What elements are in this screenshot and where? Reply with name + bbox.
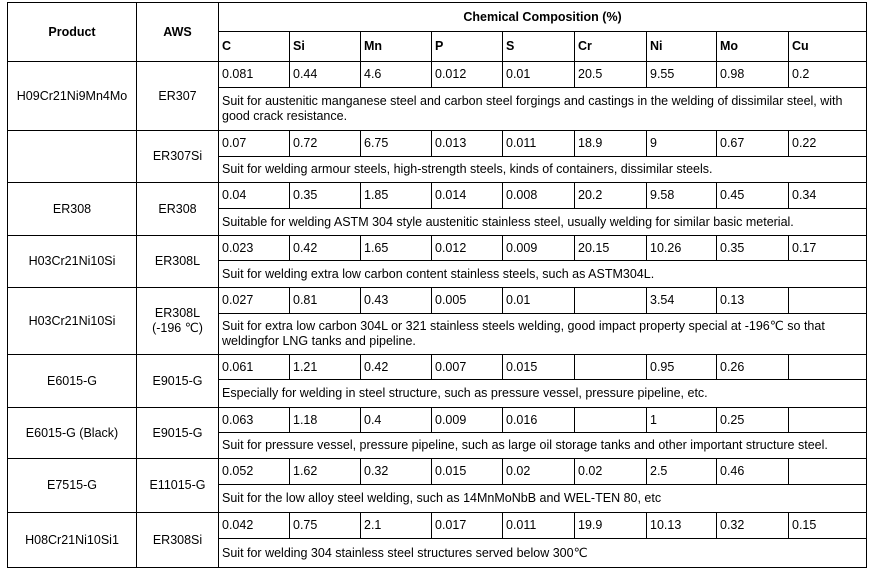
value-cell-cu [789, 408, 867, 433]
value-cell-c: 0.081 [219, 62, 290, 88]
value-cell-cu [789, 459, 867, 485]
header-element-c: C [219, 32, 290, 62]
value-cell-ni: 9.55 [647, 62, 717, 88]
description-cell: Suit for welding 304 stainless steel structures served below 300℃ [219, 539, 867, 568]
value-cell-p: 0.012 [432, 62, 503, 88]
aws-cell [137, 288, 219, 355]
value-cell-c: 0.07 [219, 131, 290, 157]
table-row [8, 131, 867, 157]
aws-code: E9015-G [152, 425, 203, 440]
header-element-cu: Cu [789, 32, 867, 62]
table-row [8, 513, 867, 539]
value-cell-mn: 0.43 [361, 288, 432, 314]
product-cell [8, 131, 137, 183]
aws-cell [137, 355, 219, 408]
value-cell-mo: 0.46 [717, 459, 789, 485]
value-cell-ni: 10.26 [647, 236, 717, 261]
value-cell-ni: 9.58 [647, 183, 717, 209]
aws-cell [137, 459, 219, 513]
value-cell-p: 0.014 [432, 183, 503, 209]
value-cell-s: 0.016 [503, 408, 575, 433]
aws-cell [137, 513, 219, 568]
aws-cell [137, 408, 219, 459]
value-cell-cu: 0.22 [789, 131, 867, 157]
product-cell: H08Cr21Ni10Si1 [8, 513, 137, 568]
value-cell-ni: 10.13 [647, 513, 717, 539]
value-cell-si: 0.75 [290, 513, 361, 539]
value-cell-s: 0.015 [503, 355, 575, 380]
product-cell: E7515-G [8, 459, 137, 513]
value-cell-mo: 0.13 [717, 288, 789, 314]
product-cell: ER308 [8, 183, 137, 236]
description-cell: Especially for welding in steel structure, such as pressure vessel, pressure pipeline, etc. [219, 380, 867, 408]
header-element-s: S [503, 32, 575, 62]
description-cell: Suit for welding armour steels, high-strength steels, kinds of containers, dissimilar steels. [219, 157, 867, 183]
value-cell-ni: 9 [647, 131, 717, 157]
value-cell-s: 0.011 [503, 131, 575, 157]
value-cell-p: 0.012 [432, 236, 503, 261]
value-cell-mn: 2.1 [361, 513, 432, 539]
value-cell-cr: 0.02 [575, 459, 647, 485]
value-cell-mo: 0.35 [717, 236, 789, 261]
value-cell-mn: 4.6 [361, 62, 432, 88]
value-cell-p: 0.015 [432, 459, 503, 485]
value-cell-cu: 0.2 [789, 62, 867, 88]
value-cell-s: 0.011 [503, 513, 575, 539]
description-cell: Suit for extra low carbon 304L or 321 stainless steels welding, good impact property special at -196℃ so that weldingfor LNG tanks and pipeline. [219, 314, 867, 355]
product-cell: H09Cr21Ni9Mn4Mo [8, 62, 137, 131]
aws-code: ER308L [154, 254, 201, 268]
header-element-ni: Ni [647, 32, 717, 62]
value-cell-mo: 0.98 [717, 62, 789, 88]
value-cell-cu: 0.34 [789, 183, 867, 209]
value-cell-s: 0.008 [503, 183, 575, 209]
value-cell-c: 0.061 [219, 355, 290, 380]
value-cell-p: 0.017 [432, 513, 503, 539]
aws-cell [137, 183, 219, 236]
aws-code: ER307 [158, 88, 197, 103]
value-cell-c: 0.023 [219, 236, 290, 261]
product-cell: H03Cr21Ni10Si [8, 288, 137, 355]
header-element-mo: Mo [717, 32, 789, 62]
value-cell-si: 0.72 [290, 131, 361, 157]
description-cell: Suit for pressure vessel, pressure pipeline, such as large oil storage tanks and other important structure steel. [219, 433, 867, 459]
table-row [8, 408, 867, 433]
header-element-p: P [432, 32, 503, 62]
description-cell: Suitable for welding ASTM 304 style austenitic stainless steel, usually welding for similar basic meterial. [219, 209, 867, 236]
value-cell-si: 0.35 [290, 183, 361, 209]
value-cell-si: 0.81 [290, 288, 361, 314]
header-product: Product [8, 3, 137, 62]
description-cell: Suit for welding extra low carbon content stainless steels, such as ASTM304L. [219, 261, 867, 288]
header-element-cr: Cr [575, 32, 647, 62]
value-cell-si: 1.21 [290, 355, 361, 380]
aws-cell [137, 236, 219, 288]
value-cell-s: 0.02 [503, 459, 575, 485]
value-cell-c: 0.027 [219, 288, 290, 314]
value-cell-cr: 20.5 [575, 62, 647, 88]
value-cell-mn: 0.4 [361, 408, 432, 433]
value-cell-cr [575, 355, 647, 380]
value-cell-p: 0.009 [432, 408, 503, 433]
value-cell-cr [575, 408, 647, 433]
table-row [8, 459, 867, 485]
value-cell-cu [789, 288, 867, 314]
value-cell-cr: 20.2 [575, 183, 647, 209]
value-cell-mo: 0.32 [717, 513, 789, 539]
value-cell-mn: 1.65 [361, 236, 432, 261]
product-cell: E6015-G [8, 355, 137, 408]
value-cell-si: 0.44 [290, 62, 361, 88]
value-cell-si: 1.62 [290, 459, 361, 485]
aws-code: ER308 [158, 201, 197, 216]
value-cell-ni: 2.5 [647, 459, 717, 485]
aws-note: (-196 ℃) [152, 321, 203, 335]
aws-cell [137, 131, 219, 183]
value-cell-mo: 0.67 [717, 131, 789, 157]
value-cell-s: 0.009 [503, 236, 575, 261]
value-cell-cr [575, 288, 647, 314]
table-row [8, 355, 867, 380]
chemical-composition-table [7, 2, 867, 568]
product-cell: E6015-G (Black) [8, 408, 137, 459]
value-cell-mo: 0.25 [717, 408, 789, 433]
value-cell-ni: 3.54 [647, 288, 717, 314]
value-cell-mo: 0.45 [717, 183, 789, 209]
table-row [8, 288, 867, 314]
value-cell-p: 0.007 [432, 355, 503, 380]
value-cell-ni: 1 [647, 408, 717, 433]
header-element-mn: Mn [361, 32, 432, 62]
value-cell-c: 0.042 [219, 513, 290, 539]
value-cell-p: 0.005 [432, 288, 503, 314]
value-cell-si: 1.18 [290, 408, 361, 433]
value-cell-cu: 0.17 [789, 236, 867, 261]
value-cell-ni: 0.95 [647, 355, 717, 380]
value-cell-cr: 20.15 [575, 236, 647, 261]
value-cell-si: 0.42 [290, 236, 361, 261]
aws-cell [137, 62, 219, 131]
value-cell-mn: 0.32 [361, 459, 432, 485]
aws-code: ER308L [154, 306, 201, 320]
value-cell-cr: 18.9 [575, 131, 647, 157]
header-element-si: Si [290, 32, 361, 62]
value-cell-mn: 1.85 [361, 183, 432, 209]
table-row [8, 183, 867, 209]
product-cell: H03Cr21Ni10Si [8, 236, 137, 288]
description-cell: Suit for the low alloy steel welding, such as 14MnMoNbB and WEL-TEN 80, etc [219, 485, 867, 513]
value-cell-mn: 6.75 [361, 131, 432, 157]
header-chemical-composition: Chemical Composition (%) [219, 3, 867, 32]
value-cell-p: 0.013 [432, 131, 503, 157]
value-cell-cr: 19.9 [575, 513, 647, 539]
value-cell-s: 0.01 [503, 62, 575, 88]
value-cell-c: 0.04 [219, 183, 290, 209]
header-aws: AWS [137, 3, 219, 62]
value-cell-mn: 0.42 [361, 355, 432, 380]
value-cell-cu [789, 355, 867, 380]
description-cell: Suit for austenitic manganese steel and carbon steel forgings and castings in the welding of dissimilar steel, with good crack resistance. [219, 88, 867, 131]
aws-code: E11015-G [149, 478, 206, 492]
value-cell-cu: 0.15 [789, 513, 867, 539]
aws-code: ER308Si [152, 532, 203, 547]
aws-code: E9015-G [152, 373, 203, 388]
value-cell-s: 0.01 [503, 288, 575, 314]
value-cell-c: 0.052 [219, 459, 290, 485]
value-cell-c: 0.063 [219, 408, 290, 433]
table-row [8, 62, 867, 88]
value-cell-mo: 0.26 [717, 355, 789, 380]
table-row [8, 236, 867, 261]
aws-code: ER307Si [152, 149, 203, 163]
